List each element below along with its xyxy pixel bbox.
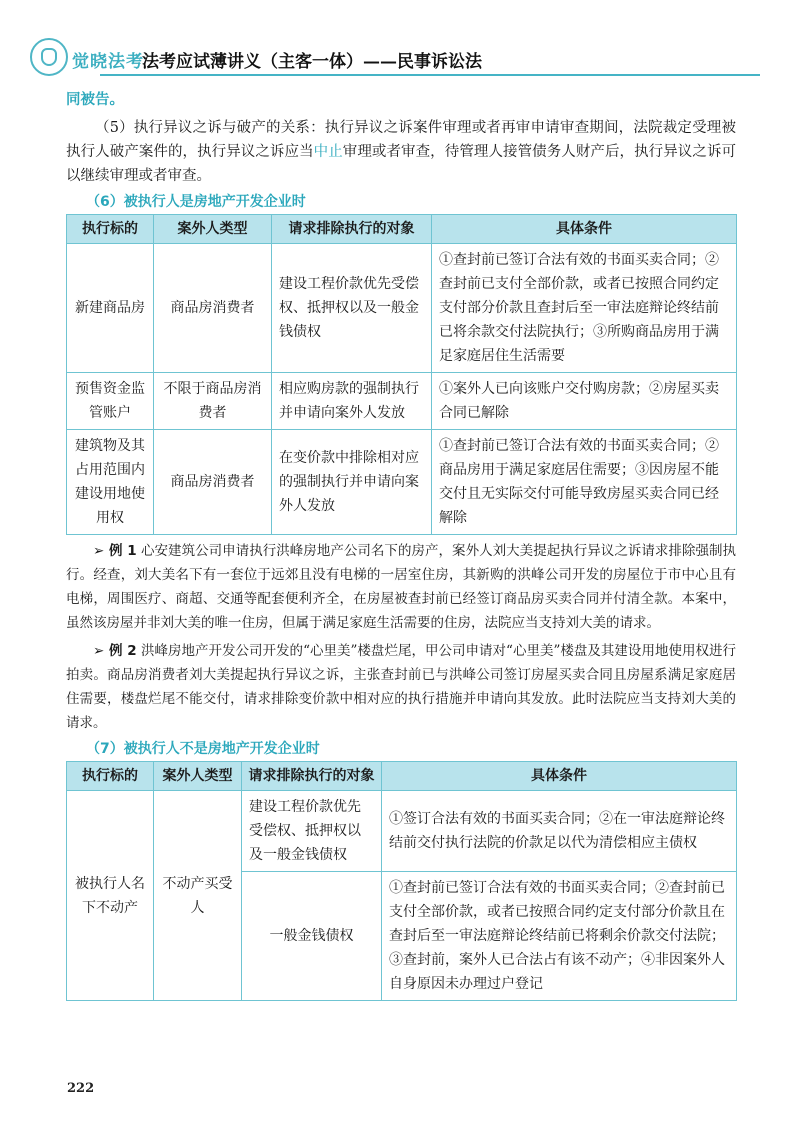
book-title: 法考应试薄讲义（主客一体）——民事诉讼法 bbox=[142, 52, 482, 72]
col-header: 执行标的 bbox=[67, 215, 154, 244]
brand-logo-icon bbox=[30, 38, 68, 76]
table-cell: 不限于商品房消费者 bbox=[154, 373, 272, 430]
table-cell: ①案外人已向该账户交付购房款；②房屋买卖合同已解除 bbox=[432, 373, 737, 430]
table-row bbox=[67, 791, 737, 872]
table-cell: 相应购房款的强制执行并申请向案外人发放 bbox=[272, 373, 432, 430]
brand-name: 觉晓法考 bbox=[72, 52, 144, 72]
table-cell: 建设工程价款优先受偿权、抵押权以及一般金钱债权 bbox=[272, 244, 432, 373]
table-row bbox=[67, 373, 737, 430]
paragraph-5 bbox=[66, 116, 736, 188]
table-cell: 商品房消费者 bbox=[154, 430, 272, 535]
table-row bbox=[67, 244, 737, 373]
table-cell: ①查封前已签订合法有效的书面买卖合同；②查封前已支付全部价款，或者已按照合同约定支付部分价款且查封后至一审法庭辩论终结前已将余款交付法院执行；③所购商品房用于满足家庭居住生活需要 bbox=[432, 244, 737, 373]
table-cell: ①查封前已签订合法有效的书面买卖合同；②商品房用于满足家庭居住需要；③因房屋不能交付且无实际交付可能导致房屋买卖合同已经解除 bbox=[432, 430, 737, 535]
table-cell: 预售资金监管账户 bbox=[67, 373, 154, 430]
example-text: 洪峰房地产开发公司开发的“心里美”楼盘烂尾，甲公司申请对“心里美”楼盘及其建设用地使用权进行拍卖。商品房消费者刘大美提起执行异议之诉，主张查封前已与洪峰公司签订房屋买卖合同且房屋系满足家庭居住需要，楼盘烂尾不能交付，请求排除变价款中相对应的执行措施并申请向其发放。此时法院应当支持刘大美的请求。 bbox=[66, 643, 737, 731]
table-non-developer bbox=[66, 761, 737, 1001]
example-label: ➢ 例 2 bbox=[93, 643, 137, 659]
para5-text-before: （5）执行异议之诉与破产的关系：执行异议之诉案件审理或者再审申请审查期间，法院裁定受理被执行人破产案件的，执行异议之诉应当 bbox=[66, 120, 736, 160]
para5-text-after: 审理或者审查，待管理人接管债务人财产后，执行异议之诉可以继续审理或者审查。 bbox=[66, 144, 737, 184]
table-cell: 新建商品房 bbox=[67, 244, 154, 373]
col-header: 请求排除执行的对象 bbox=[242, 762, 382, 791]
col-header: 具体条件 bbox=[432, 215, 737, 244]
col-header: 执行标的 bbox=[67, 762, 154, 791]
table-cell: 建筑物及其占用范围内建设用地使用权 bbox=[67, 430, 154, 535]
table-developer bbox=[66, 214, 737, 535]
col-header: 案外人类型 bbox=[154, 215, 272, 244]
table-cell: 在变价款中排除相对应的强制执行并申请向案外人发放 bbox=[272, 430, 432, 535]
example-label: ➢ 例 1 bbox=[93, 543, 137, 559]
col-header: 请求排除执行的对象 bbox=[272, 215, 432, 244]
page-content bbox=[66, 88, 736, 1001]
example-2 bbox=[66, 639, 736, 735]
header-divider bbox=[100, 74, 760, 76]
section-6-title: （6）被执行人是房地产开发企业时 bbox=[86, 194, 306, 210]
page-number: 222 bbox=[67, 1081, 95, 1096]
col-header: 案外人类型 bbox=[154, 762, 242, 791]
table-cell: ①查封前已签订合法有效的书面买卖合同；②查封前已支付全部价款，或者已按照合同约定支付部分价款且在查封后至一审法庭辩论终结前已将剩余价款交付法院；③查封前，案外人已合法占有该不动产；④非因案外人自身原因未办理过户登记 bbox=[382, 872, 737, 1001]
section-7-title: （7）被执行人不是房地产开发企业时 bbox=[86, 741, 320, 757]
table-header-row bbox=[67, 215, 737, 244]
table-row bbox=[67, 430, 737, 535]
example-text: 心安建筑公司申请执行洪峰房地产公司名下的房产，案外人刘大美提起执行异议之诉请求排除强制执行。经查，刘大美名下有一套位于远郊且没有电梯的一居室住房，其新购的洪峰公司开发的房屋位于市中心且有电梯，周围医疗、商超、交通等配套便利齐全，在房屋被查封前已经签订商品房买卖合同并付清全款。本案中，虽然该房屋并非刘大美的唯一住房，但属于满足家庭生活需要的住房，法院应当支持刘大美的请求。 bbox=[66, 543, 737, 631]
para5-highlight: 中止 bbox=[313, 144, 343, 160]
table-cell: 不动产买受人 bbox=[154, 791, 242, 1001]
example-1 bbox=[66, 539, 736, 635]
table-cell: ①签订合法有效的书面买卖合同；②在一审法庭辩论终结前交付执行法院的价款足以代为清偿相应主债权 bbox=[382, 791, 737, 872]
table-header-row bbox=[67, 762, 737, 791]
intro-fragment: 同被告。 bbox=[66, 92, 124, 108]
table-cell: 建设工程价款优先受偿权、抵押权以及一般金钱债权 bbox=[242, 791, 382, 872]
table-cell: 被执行人名下不动产 bbox=[67, 791, 154, 1001]
table-cell: 一般金钱债权 bbox=[242, 872, 382, 1001]
page-header bbox=[0, 0, 800, 86]
col-header: 具体条件 bbox=[382, 762, 737, 791]
table-cell: 商品房消费者 bbox=[154, 244, 272, 373]
